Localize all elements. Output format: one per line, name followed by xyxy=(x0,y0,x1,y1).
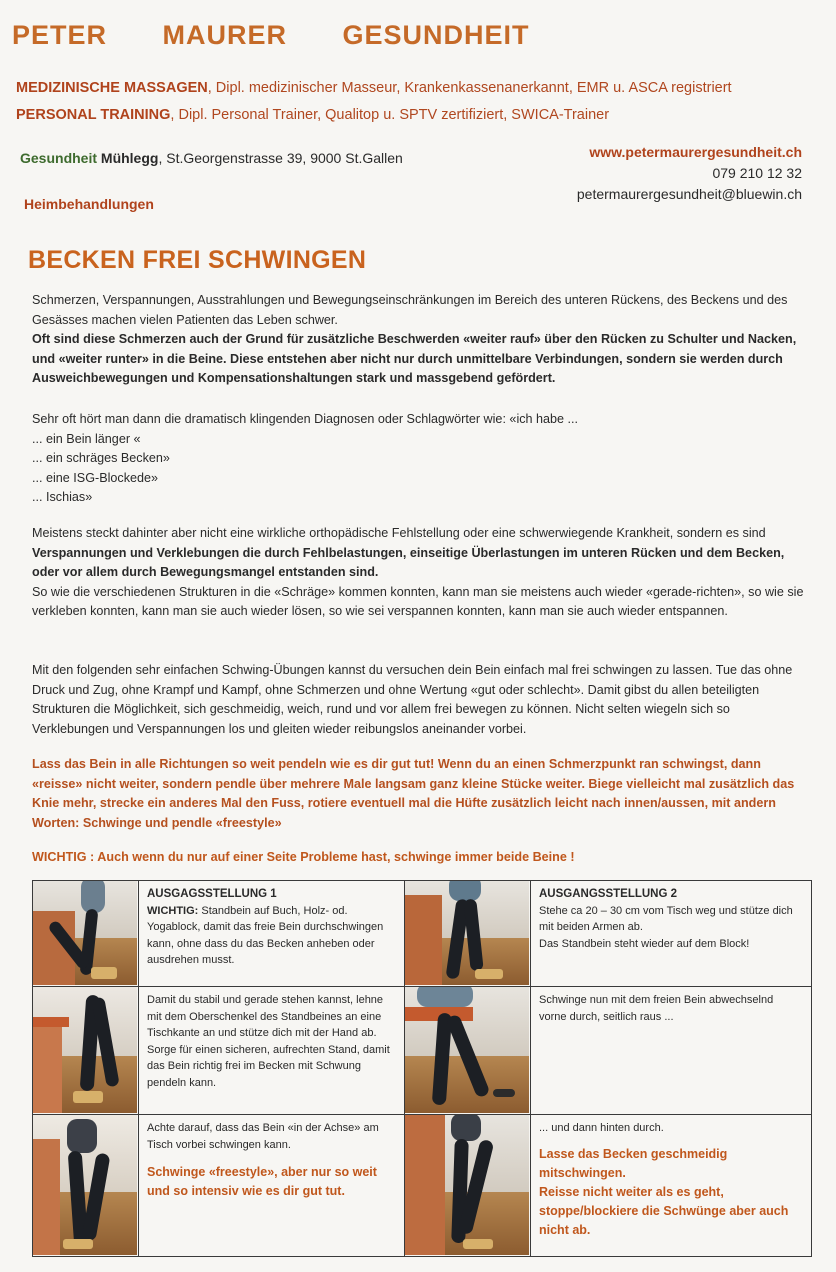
exercise-photo xyxy=(33,987,139,1115)
start-position-1-text: Standbein auf Buch, Holz- od. Yogablock, damit das freie Bein durchschwingen kann, ohne dass du das Becken anheben oder ausdrehen musst. xyxy=(147,904,384,966)
exercise-text-cell xyxy=(531,987,812,1115)
exercise-text-cell xyxy=(531,881,812,987)
instruction-paragraph: Lass das Bein in alle Richtungen so weit pendeln wie es dir gut tut! Wenn du an einen Schmerzpunkt ran schwingst, dann «reisse» nicht weiter, sondern pendle über mehrere Male langsam ganz kleine Stücke weiter. Biege vielleicht mal zusätzlich das Knie mehr, strecke ein anderes Mal den Fuss, rotiere eventuell mal die Hüfte zusätzlich leicht nach innen/aussen, mit andern Worten: Schwinge und pendle «freestyle» xyxy=(32,757,795,830)
freestyle-text: Schwinge «freestyle», aber nur so weit und so intensiv wie es dir gut tut. xyxy=(147,1165,377,1198)
exercise-photo xyxy=(405,1115,531,1257)
stance-text: Damit du stabil und gerade stehen kannst, lehne mit dem Oberschenkel des Standbeines an eine Tischkante an und stütze dich mit der Hand ab. xyxy=(147,994,384,1039)
service-training xyxy=(16,107,609,123)
diagnosis-item: ... Ischias» xyxy=(32,490,93,504)
service-massage xyxy=(16,80,732,96)
exercise-text-cell xyxy=(531,1115,812,1257)
service-training-details: , Dipl. Personal Trainer, Qualitop u. SPTV zertifiziert, SWICA-Trainer xyxy=(170,107,610,123)
exercise-photo xyxy=(33,881,139,987)
important-note: WICHTIG : Auch wenn du nur auf einer Seite Probleme hast, schwinge immer beide Beine ! xyxy=(32,850,575,864)
start-position-2-note: Das Standbein steht wieder auf dem Block! xyxy=(539,937,750,950)
phone-number: 079 210 12 32 xyxy=(712,165,802,181)
location-line xyxy=(20,150,403,166)
pelvis-swing-text: Lasse das Becken geschmeidig mitschwingen. xyxy=(539,1146,728,1180)
brand-title: PETER MAURER GESUNDHEIT xyxy=(12,20,530,50)
service-massage-details: , Dipl. medizinischer Masseur, Krankenkassenanerkannt, EMR u. ASCA registriert xyxy=(207,80,732,96)
exercise-text-cell xyxy=(139,881,405,987)
page-title: BECKEN FREI SCHWINGEN xyxy=(28,246,367,274)
email-address[interactable]: petermaurergesundheit@bluewin.ch xyxy=(576,186,802,202)
exercise-table xyxy=(32,880,812,1257)
diagnosis-item: ... ein schräges Becken» xyxy=(32,451,170,465)
diagnoses-lead: Sehr oft hört man dann die dramatisch klingenden Diagnosen oder Schlagwörter wie: «ich habe ... xyxy=(32,412,579,426)
intro-bold: Oft sind diese Schmerzen auch der Grund für zusätzliche Beschwerden «weiter rauf» über den Rücken zu Schulter und Nacken, und «weiter runter» in die Beine. Diese entstehen aber nicht nur durch unmittelbare Verbindungen, sondern sie werden durch Ausweichbewegungen und Kompensationshaltungen stark und massgebend gefördert. xyxy=(32,332,797,385)
cause-bold: Verspannungen und Verklebungen die durch Fehlbelastungen, einseitige Überlastungen im unteren Rücken und dem Becken, oder vor allem durch Bewegungsmangel entstanden sind. xyxy=(32,545,785,579)
exercise-text-cell xyxy=(139,987,405,1115)
table-row xyxy=(33,987,812,1115)
location-address: , St.Georgenstrasse 39, 9000 St.Gallen xyxy=(158,150,403,166)
home-visits-label: Heimbehandlungen xyxy=(24,196,154,212)
location-green: Gesundheit xyxy=(20,150,98,166)
location-name: Mühlegg xyxy=(97,150,159,166)
intro-normal: Schmerzen, Verspannungen, Ausstrahlungen und Bewegungseinschränkungen im Bereich des unteren Rückens, des Beckens und des Gesässes machen vielen Patienten das Leben schwer. xyxy=(32,293,788,327)
service-training-title: PERSONAL TRAINING xyxy=(16,107,171,123)
contact-block xyxy=(577,142,802,205)
cause-paragraph xyxy=(32,524,807,622)
important-label: WICHTIG: xyxy=(147,904,199,917)
no-forcing-text: Reisse nicht weiter als es geht, stoppe/blockiere die Schwünge aber auch nicht ab. xyxy=(539,1184,789,1237)
exercise-text-cell xyxy=(139,1115,405,1257)
cause-continuation: So wie die verschiedenen Strukturen in die «Schräge» kommen konnten, kann man sie meistens auch wieder «gerade-richten», so wie sie verkleben konnten, kann man sie auch wieder lösen, so wie sei verspannen konnten, kann man sie auch wieder entspannen. xyxy=(32,584,804,618)
exercise-photo xyxy=(33,1115,139,1257)
diagnosis-item: ... eine ISG-Blockede» xyxy=(32,470,159,485)
exercise-photo xyxy=(405,881,531,987)
diagnoses-paragraph xyxy=(32,410,807,508)
website-link[interactable]: www.petermaurergesundheit.ch xyxy=(589,144,802,160)
start-position-2-heading: AUSGANGSSTELLUNG 2 xyxy=(539,888,678,900)
start-position-1-heading: AUSGAGSSTELLUNG 1 xyxy=(147,888,277,900)
swing-back-text: ... und dann hinten durch. xyxy=(539,1122,664,1134)
exercise-intro-paragraph: Mit den folgenden sehr einfachen Schwing-Übungen kannst du versuchen dein Bein einfach mal frei schwingen zu lassen. Tue das ohne Druck und Zug, ohne Krampf und Kampf, ohne Schmerzen und ohne Wertung «gut oder schlecht». Damit gibst du allen beteiligten Strukturen die Möglichkeit, sich geschmeidig, weich, rund und vor allem frei bewegen zu können. Nicht selten wiegeln sich so Verklebungen und Verspannungen los und gleiten wieder reibungslos aneinander vorbei. xyxy=(32,663,793,736)
table-row xyxy=(33,1115,812,1257)
stance-safety-text: Sorge für einen sicheren, aufrechten Stand, damit das Bein richtig frei im Becken mit Schwung pendeln kann. xyxy=(147,1043,390,1089)
start-position-2-text: Stehe ca 20 – 30 cm vom Tisch weg und stütze dich mit beiden Armen ab. xyxy=(539,904,793,933)
swing-forward-text: Schwinge nun mit dem freien Bein abwechselnd vorne durch, seitlich raus ... xyxy=(539,994,774,1023)
diagnosis-item: ... ein Bein länger « xyxy=(32,431,141,446)
intro-paragraph xyxy=(32,291,807,389)
service-massage-title: MEDIZINISCHE MASSAGEN xyxy=(16,80,208,96)
cause-normal: Meistens steckt dahinter aber nicht eine wirkliche orthopädische Fehlstellung oder eine schwerwiegende Krankheit, sondern es sind xyxy=(32,526,766,540)
table-row xyxy=(33,881,812,987)
exercise-photo xyxy=(405,987,531,1115)
axis-text: Achte darauf, dass das Bein «in der Achse» am Tisch vorbei schwingen kann. xyxy=(147,1122,379,1151)
